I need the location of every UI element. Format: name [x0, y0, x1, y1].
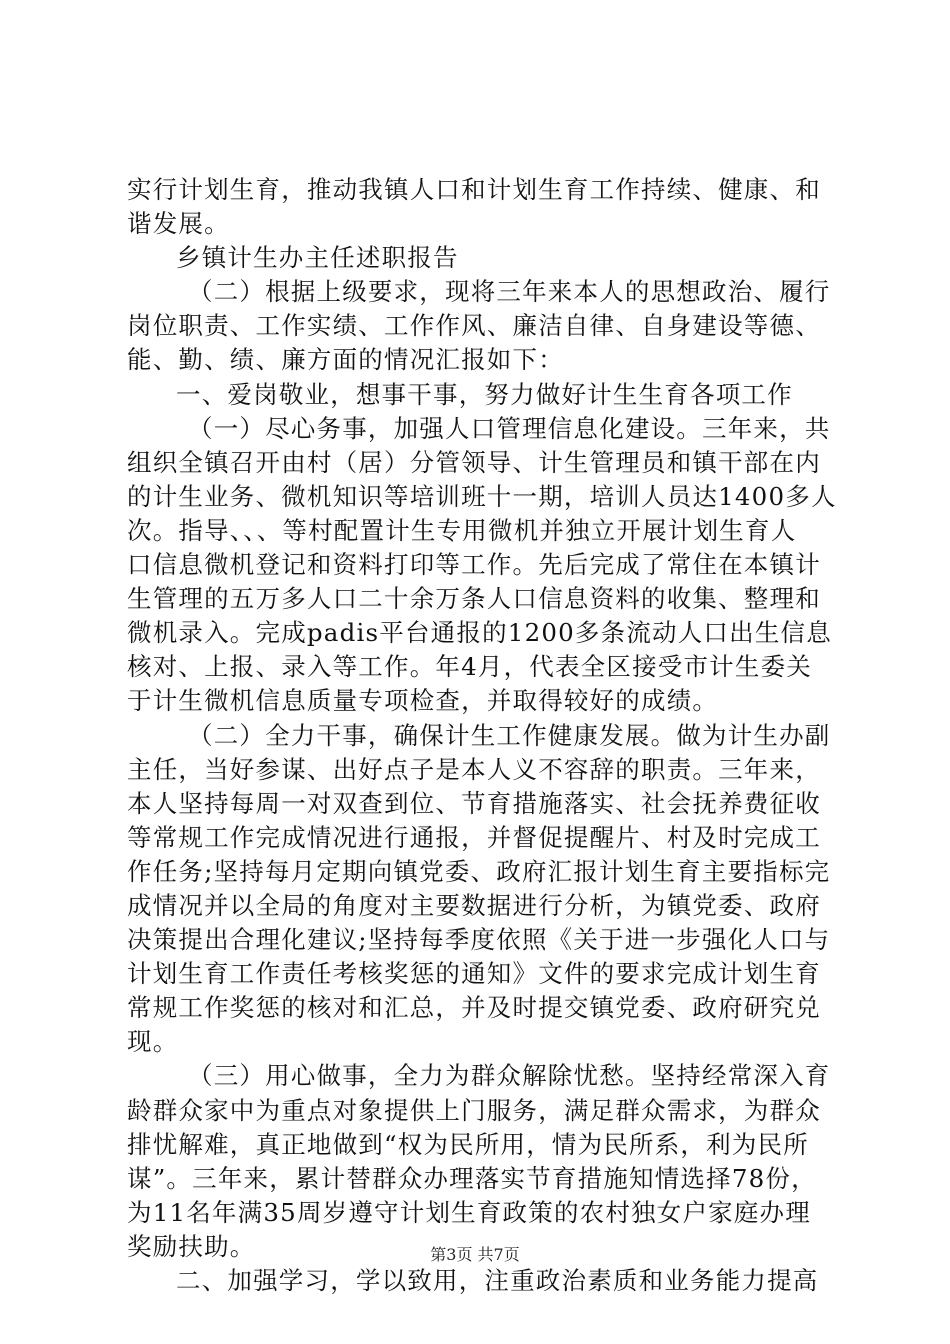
text-line: （一）尽心务事，加强人口管理信息化建设。三年来，共 [188, 413, 831, 443]
text-line: 本人坚持每周一对双查到位、节育措施落实、社会抚养费征收 [127, 788, 821, 818]
text-line: 谋”。三年来，累计替群众办理落实节育措施知情选择78份， [127, 1163, 817, 1193]
text-line: 次。指导、、、等村配置计生专用微机并独立开展计划生育人 [127, 515, 797, 545]
text-line: 主任，当好参谋、出好点子是本人义不容辞的职责。三年来， [127, 754, 821, 784]
text-line: （二）全力干事，确保计生工作健康发展。做为计生办副 [188, 720, 831, 750]
section-heading: 二、加强学习，学以致用，注重政治素质和业务能力提高 [176, 1266, 819, 1295]
text-line: 龄群众家中为重点对象提供上门服务，满足群众需求，为群众 [127, 1095, 821, 1125]
text-line: 谐发展。 [127, 209, 230, 239]
text-line: 常规工作奖惩的核对和汇总，并及时提交镇党委、政府研究兑 [127, 993, 821, 1023]
text-line: 等常规工作完成情况进行通报，并督促提醒片、村及时完成工 [127, 822, 821, 852]
text-line: 的计生业务、微机知识等培训班十一期，培训人员达1400多人 [127, 481, 837, 511]
text-line: 微机录入。完成padis平台通报的1200多条流动人口出生信息 [127, 618, 832, 648]
text-line: 岗位职责、工作实绩、工作作风、廉洁自律、自身建设等德、 [127, 311, 821, 341]
text-line: 核对、上报、录入等工作。年4月，代表全区接受市计生委关 [127, 652, 812, 682]
report-title-line: 乡镇计生办主任述职报告 [176, 243, 459, 273]
text-line: 于计生微机信息质量专项检查，并取得较好的成绩。 [127, 686, 719, 716]
text-line: 为11名年满35周岁遵守计划生育政策的农村独女户家庭办理 [127, 1197, 811, 1227]
text-line: 成情况并以全局的角度对主要数据进行分析，为镇党委、政府 [127, 890, 821, 920]
text-line: 生管理的五万多人口二十余万条人口信息资料的收集、整理和 [127, 584, 821, 614]
text-line: 决策提出合理化建议;坚持每季度依照《关于进一步强化人口与 [127, 925, 831, 955]
text-line: 计划生育工作责任考核奖惩的通知》文件的要求完成计划生育 [127, 959, 821, 989]
document-body [127, 173, 837, 1298]
text-line: 作任务;坚持每月定期向镇党委、政府汇报计划生育主要指标完 [127, 856, 831, 886]
section-heading: 一、爱岗敬业，想事干事，努力做好计生生育各项工作 [176, 379, 793, 409]
text-line: 组织全镇召开由村（居）分管领导、计生管理员和镇干部在内 [127, 447, 821, 477]
text-line: 奖励扶助。 [127, 1231, 256, 1261]
text-line: 现。 [127, 1027, 179, 1057]
text-line: 口信息微机登记和资料打印等工作。先后完成了常住在本镇计 [127, 550, 821, 580]
text-line: 实行计划生育，推动我镇人口和计划生育工作持续、健康、和 [127, 175, 821, 204]
text-line: 排忧解难，真正地做到“权为民所用，情为民所系，利为民所 [127, 1129, 809, 1159]
text-line: （三）用心做事，全力为群众解除忧愁。坚持经常深入育 [188, 1061, 831, 1091]
text-line: 能、勤、绩、廉方面的情况汇报如下： [127, 345, 564, 375]
page-number-footer: 第3页 共7页 [430, 1245, 520, 1264]
text-line: （二）根据上级要求，现将三年来本人的思想政治、履行 [188, 277, 831, 307]
